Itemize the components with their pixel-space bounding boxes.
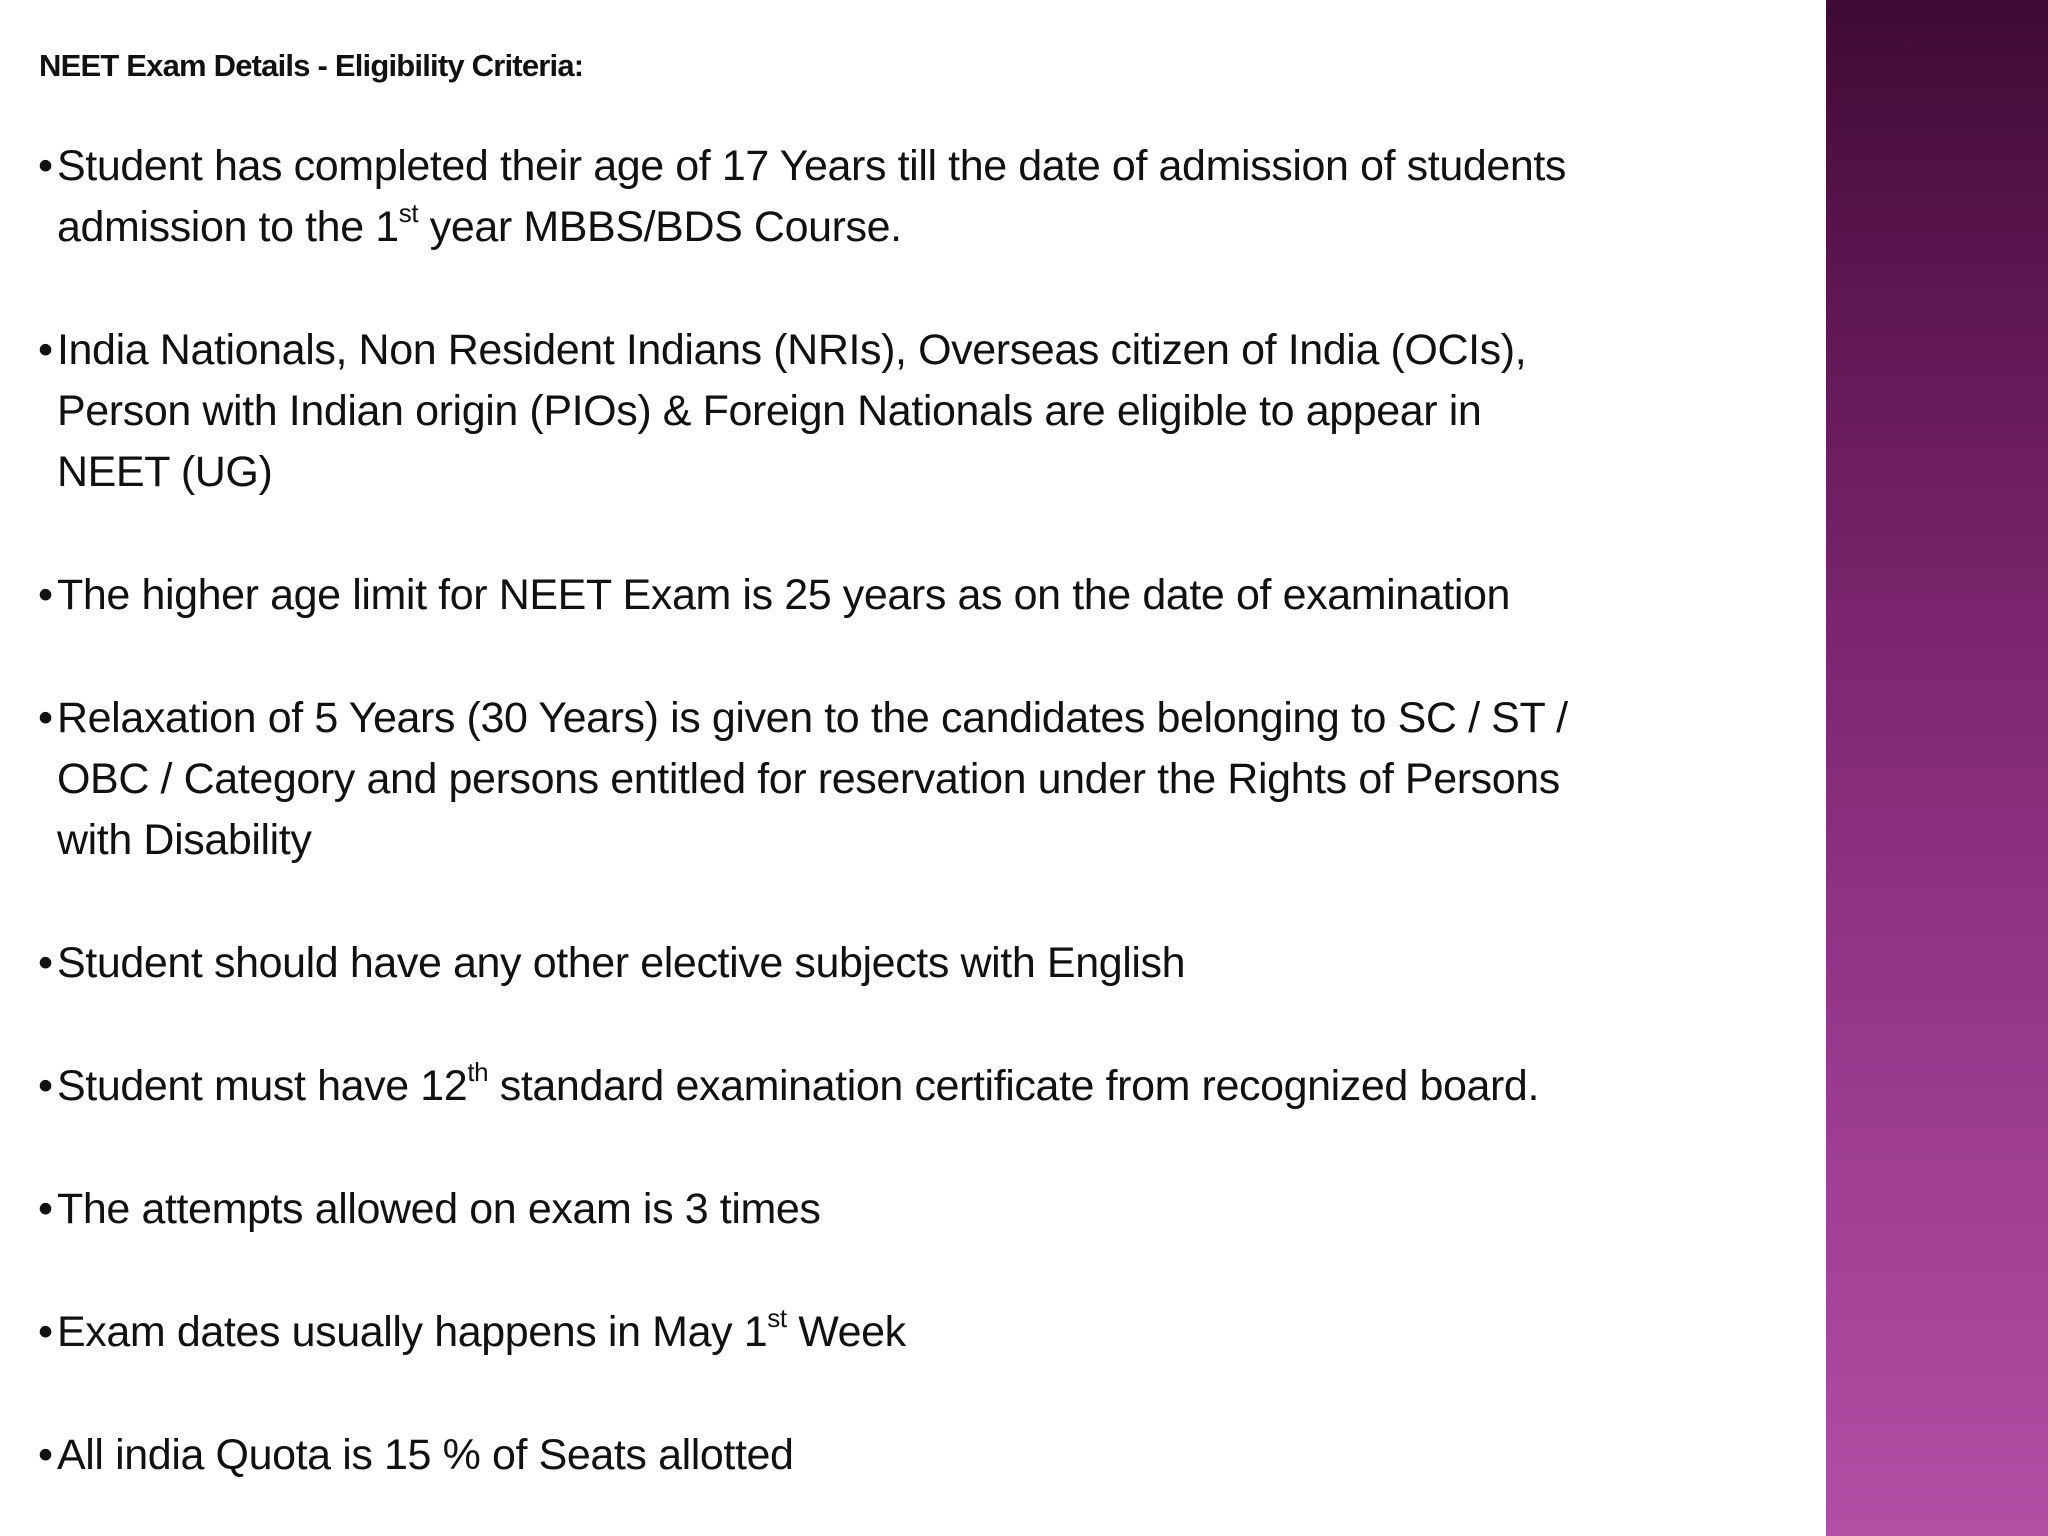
bullet-icon: • bbox=[38, 1062, 53, 1110]
bullet-icon: • bbox=[38, 142, 53, 190]
bullet-line: Person with Indian origin (PIOs) & Foreign Nationals are eligible to appear in bbox=[57, 387, 1482, 435]
bullet-line: admission to the 1st year MBBS/BDS Course. bbox=[57, 198, 902, 251]
bullet-line: Relaxation of 5 Years (30 Years) is given to the candidates belonging to SC / ST / bbox=[57, 694, 1568, 742]
slide-title: NEET Exam Details - Eligibility Criteria: bbox=[39, 48, 584, 83]
bullet-line: The attempts allowed on exam is 3 times bbox=[57, 1185, 821, 1233]
bullet-line: India Nationals, Non Resident Indians (NRIs), Overseas citizen of India (OCIs), bbox=[57, 326, 1527, 374]
bullet-icon: • bbox=[38, 326, 53, 374]
bullet-icon: • bbox=[38, 571, 53, 619]
bullet-icon: • bbox=[38, 1185, 53, 1233]
bullet-line: with Disability bbox=[57, 816, 312, 864]
bullet-line: NEET (UG) bbox=[57, 448, 273, 496]
eligibility-list bbox=[38, 136, 1798, 1536]
bullet-icon: • bbox=[38, 694, 53, 742]
bullet-line: OBC / Category and persons entitled for reservation under the Rights of Persons bbox=[57, 755, 1560, 803]
list-item bbox=[38, 688, 1798, 871]
bullet-line: All india Quota is 15 % of Seats allotted bbox=[57, 1431, 794, 1479]
bullet-icon: • bbox=[38, 939, 53, 987]
list-item bbox=[38, 933, 1798, 994]
bullet-icon: • bbox=[38, 1308, 53, 1356]
list-item bbox=[38, 1425, 1798, 1486]
list-item bbox=[38, 136, 1798, 258]
list-item bbox=[38, 1056, 1798, 1117]
bullet-line: The higher age limit for NEET Exam is 25 years as on the date of examination bbox=[57, 571, 1511, 619]
bullet-line: Student should have any other elective subjects with English bbox=[57, 939, 1186, 987]
decorative-side-band bbox=[1826, 0, 2048, 1536]
bullet-line: Student has completed their age of 17 Years till the date of admission of students bbox=[57, 142, 1567, 190]
list-item bbox=[38, 565, 1798, 626]
list-item bbox=[38, 320, 1798, 503]
list-item bbox=[38, 1302, 1798, 1363]
bullet-icon: • bbox=[38, 1431, 53, 1479]
bullet-line: Exam dates usually happens in May 1st Week bbox=[57, 1303, 906, 1356]
list-item bbox=[38, 1179, 1798, 1240]
bullet-line: Student must have 12th standard examination certificate from recognized board. bbox=[57, 1057, 1539, 1110]
